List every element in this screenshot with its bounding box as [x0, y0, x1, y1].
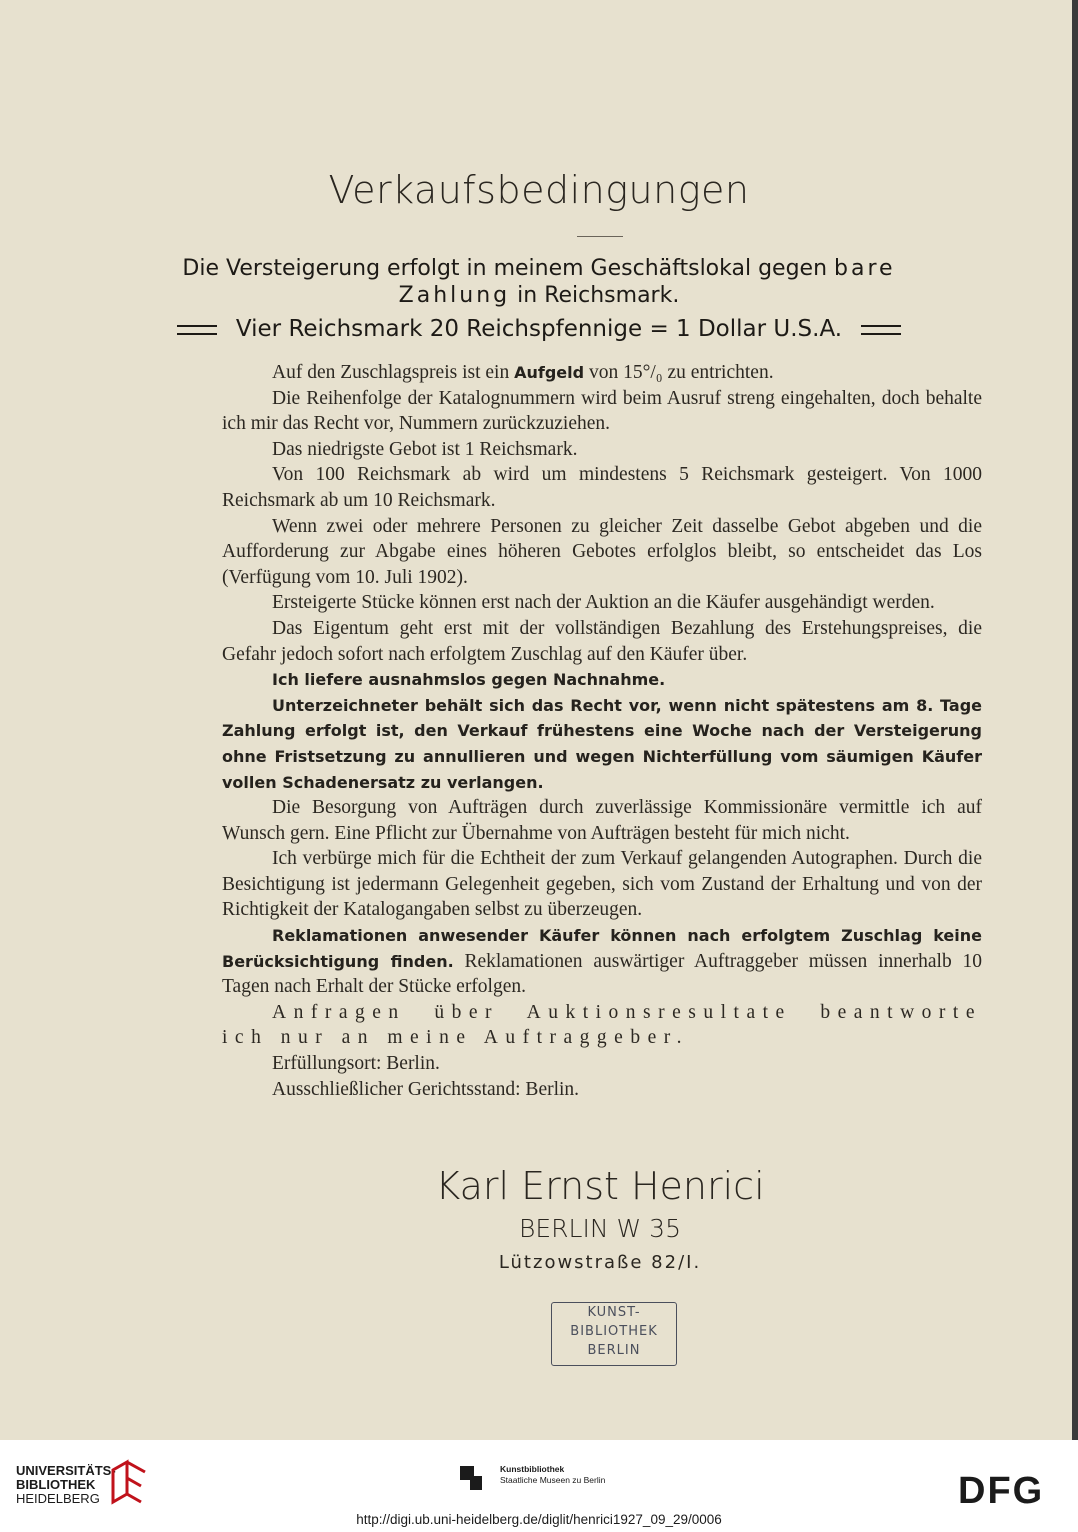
subtitle-line-2-spaced: Zahlung — [398, 283, 511, 308]
paragraph-ownership: Das Eigentum geht erst mit der vollständigen Bezahlung des Erstehungspreises, die Gefahr jedoch sofort nach erfolgtem Zuschlag auf den Käufer über. — [222, 617, 982, 665]
company-street: Lützowstraße 82/I. — [498, 1252, 702, 1273]
paragraph-jurisdiction: Ausschließlicher Gerichtsstand: Berlin. — [272, 1078, 580, 1100]
paragraph-surcharge-a: Auf den Zuschlagspreis ist ein — [272, 362, 510, 383]
kb-line-1: Kunstbibliothek — [500, 1464, 565, 1474]
paragraph-surcharge — [222, 360, 982, 386]
kunstbibliothek-label — [500, 1464, 605, 1486]
kunstbibliothek-logo-icon — [460, 1466, 490, 1490]
paragraph-surcharge-b: Aufgeld — [514, 363, 585, 382]
paragraph-tie: Wenn zwei oder mehrere Personen zu gleicher Zeit dasselbe Gebot abgeben und die Aufforderung zur Abgabe eines höheren Gebotes erfolglos bleibt, so entscheidet das Los (Verfügung vom 10. Juli 1902). — [222, 515, 982, 588]
paragraph-complaints — [222, 923, 982, 1000]
uni-line-2: BIBLIOTHEK — [16, 1477, 96, 1492]
paragraph-delivery: Ersteigerte Stücke können erst nach der Auktion an die Käufer ausgehändigt werden. — [272, 592, 935, 614]
company-city: BERLIN W 35 — [519, 1214, 681, 1243]
paragraph-inquiries: Anfragen über Auktionsresultate beantworte ich nur an meine Auftraggeber. — [222, 1001, 982, 1049]
paragraph-increments: Von 100 Reichsmark ab wird um mindestens 5 Reichsmark gesteigert. Von 1000 Reichsmark ab um 10 Reichsmark. — [222, 464, 982, 511]
subtitle-line-1-text: Die Versteigerung erfolgt in meinem Geschäftslokal gegen — [182, 256, 828, 281]
stamp-line-1: KUNST- — [587, 1305, 641, 1320]
library-stamp — [551, 1302, 677, 1366]
uni-line-3: HEIDELBERG — [16, 1491, 100, 1506]
exchange-rate-text: Vier Reichsmark 20 Reichspfennige = 1 Dollar U.S.A. — [235, 316, 843, 342]
paragraph-complaints-a: Reklamationen anwesender Käufer können nach erfolgtem Zuschlag keine Berücksichtigung finden. — [222, 926, 982, 971]
source-url[interactable]: http://digi.ub.uni-heidelberg.de/diglit/henrici1927_09_29/0006 — [356, 1512, 722, 1527]
page-title: Verkaufsbedingungen — [328, 168, 750, 212]
title-divider — [577, 236, 623, 237]
double-rule-left — [177, 325, 217, 335]
paragraph-place: Erfüllungsort: Berlin. — [272, 1053, 440, 1075]
footer-bar — [0, 1440, 1078, 1532]
subtitle-line-2-text: in Reichsmark. — [517, 283, 680, 308]
exchange-rate-line — [0, 316, 1078, 342]
paragraph-minimum-bid: Das niedrigste Gebot ist 1 Reichsmark. — [272, 438, 578, 460]
paragraph-cod: Ich liefere ausnahmslos gegen Nachnahme. — [272, 670, 666, 690]
kb-line-2: Staatliche Museen zu Berlin — [500, 1475, 606, 1485]
uni-heidelberg-logo-icon — [107, 1458, 151, 1506]
stamp-line-2: BIBLIOTHEK — [570, 1324, 658, 1339]
double-rule-right — [861, 325, 901, 335]
paragraph-payment: Unterzeichneter behält sich das Recht vor, wenn nicht spätestens am 8. Tage Zahlung erfolgt ist, den Verkauf frühestens eine Woche nach der Versteigerung ohne Fristsetzung zu annullieren und wegen Nichterfüllung vom säumigen Käufer vollen Schadenersatz zu verlangen. — [222, 695, 982, 792]
dfg-logo: DFG — [958, 1470, 1045, 1512]
subtitle-line-2 — [0, 283, 1078, 308]
subtitle-line-1 — [0, 256, 1078, 281]
paragraph-commission: Die Besorgung von Aufträgen durch zuverlässige Kommissionäre vermittle ich auf Wunsch gern. Eine Pflicht zur Übernahme von Aufträgen besteht für mich nicht. — [222, 797, 982, 844]
subtitle-line-1-spaced: bare — [834, 256, 896, 281]
uni-line-1: UNIVERSITÄTS- — [16, 1463, 116, 1478]
paragraph-authenticity: Ich verbürge mich für die Echtheit der zum Verkauf gelangenden Autographen. Durch die Besichtigung ist jedermann Gelegenheit gegeben, sich vom Zustand der Erhaltung und von der Richtigkeit der Katalogangaben selbst zu überzeugen. — [222, 848, 982, 921]
conditions-body — [222, 360, 982, 1102]
company-name: Karl Ernst Henrici — [435, 1164, 765, 1208]
paragraph-complaints-b: Reklamationen auswärtiger Auftraggeber müssen innerhalb 10 Tagen nach Erhalt der Stücke erfolgen. — [222, 950, 983, 998]
stamp-line-3: BERLIN — [587, 1343, 641, 1358]
paragraph-order: Die Reihenfolge der Katalognummern wird beim Ausruf streng eingehalten, doch behalte ich mir das Recht vor, Nummern zurückzuziehen. — [222, 387, 982, 435]
paragraph-surcharge-c: von 15°/₀ zu entrichten. — [588, 362, 774, 383]
uni-heidelberg-label — [16, 1464, 116, 1506]
